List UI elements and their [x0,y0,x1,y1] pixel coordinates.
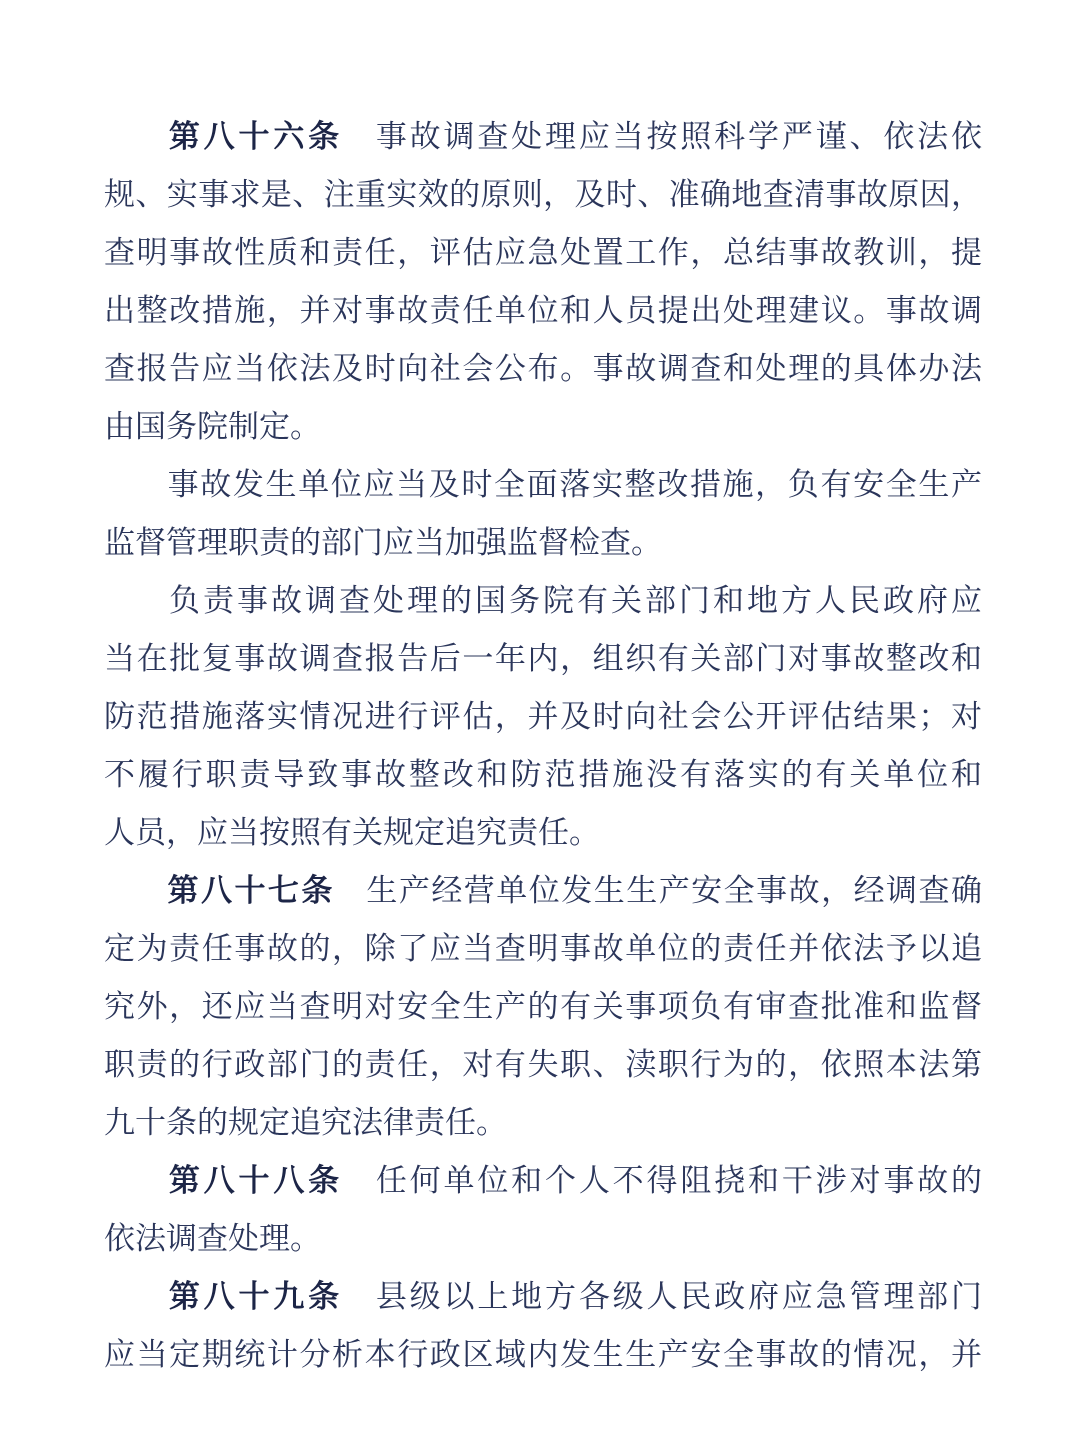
text-line: 当在批复事故调查报告后一年内，组织有关部门对事故整改和 [104,641,982,676]
text-line [104,572,982,630]
text-line-content: 事故发生单位应当及时全面落实整改措施，负有安全生产 [166,467,982,502]
text-line-content: 县级以上地方各级人民政府应急管理部门 [373,1279,982,1314]
text-line [104,108,982,166]
paragraph-indent [104,1190,166,1191]
text-line: 查明事故性质和责任，评估应急处置工作，总结事故教训，提 [104,235,982,270]
text-line: 究外，还应当查明对安全生产的有关事项负有审查批准和监督 [104,989,982,1024]
text-line: 由国务院制定。 [104,409,321,444]
paragraph-indent [104,146,166,147]
head-gap [335,900,365,901]
text-line-content: 负责事故调查处理的国务院有关部门和地方人民政府应 [166,583,982,618]
text-line [104,1152,982,1210]
article-number-87: 第八十七条 [166,873,335,908]
legal-text-block [104,108,982,1384]
text-line: 出整改措施，并对事故责任单位和人员提出处理建议。事故调 [104,293,982,328]
text-line-content: 事故调查处理应当按照科学严谨、依法依 [373,119,982,154]
text-line: 人员，应当按照有关规定追究责任。 [104,815,600,850]
paragraph-indent [104,1306,166,1307]
head-gap [343,146,373,147]
text-line: 定为责任事故的，除了应当查明事故单位的责任并依法予以追 [104,931,982,966]
article-88-paragraph [104,1152,982,1268]
text-line-content: 生产经营单位发生生产安全事故，经调查确 [364,873,983,908]
head-gap [343,1190,373,1191]
article-number-88: 第八十八条 [166,1163,343,1198]
text-line: 规、实事求是、注重实效的原则，及时、准确地查清事故原因， [104,177,982,212]
text-line: 监督管理职责的部门应当加强监督检查。 [104,525,662,560]
article-86-paragraph-3 [104,572,982,862]
article-86-paragraph [104,108,982,456]
text-line: 九十条的规定追究法律责任。 [104,1105,507,1140]
text-line: 依法调查处理。 [104,1221,321,1256]
text-line [104,862,982,920]
paragraph-indent [104,900,166,901]
text-line [104,1268,982,1326]
text-line: 不履行职责导致事故整改和防范措施没有落实的有关单位和 [104,757,982,792]
article-89-paragraph [104,1268,982,1384]
article-87-paragraph [104,862,982,1152]
article-number-86: 第八十六条 [166,119,343,154]
text-line: 职责的行政部门的责任，对有失职、渎职行为的，依照本法第 [104,1047,982,1082]
paragraph-indent [104,494,166,495]
text-line-content: 任何单位和个人不得阻挠和干涉对事故的 [373,1163,982,1198]
article-86-paragraph-2 [104,456,982,572]
paragraph-indent [104,610,166,611]
text-line: 防范措施落实情况进行评估，并及时向社会公开评估结果；对 [104,699,982,734]
text-line [104,456,982,514]
head-gap [343,1306,373,1307]
text-line: 查报告应当依法及时向社会公布。事故调查和处理的具体办法 [104,351,982,386]
article-number-89: 第八十九条 [166,1279,343,1314]
text-line: 应当定期统计分析本行政区域内发生生产安全事故的情况，并 [104,1337,982,1372]
